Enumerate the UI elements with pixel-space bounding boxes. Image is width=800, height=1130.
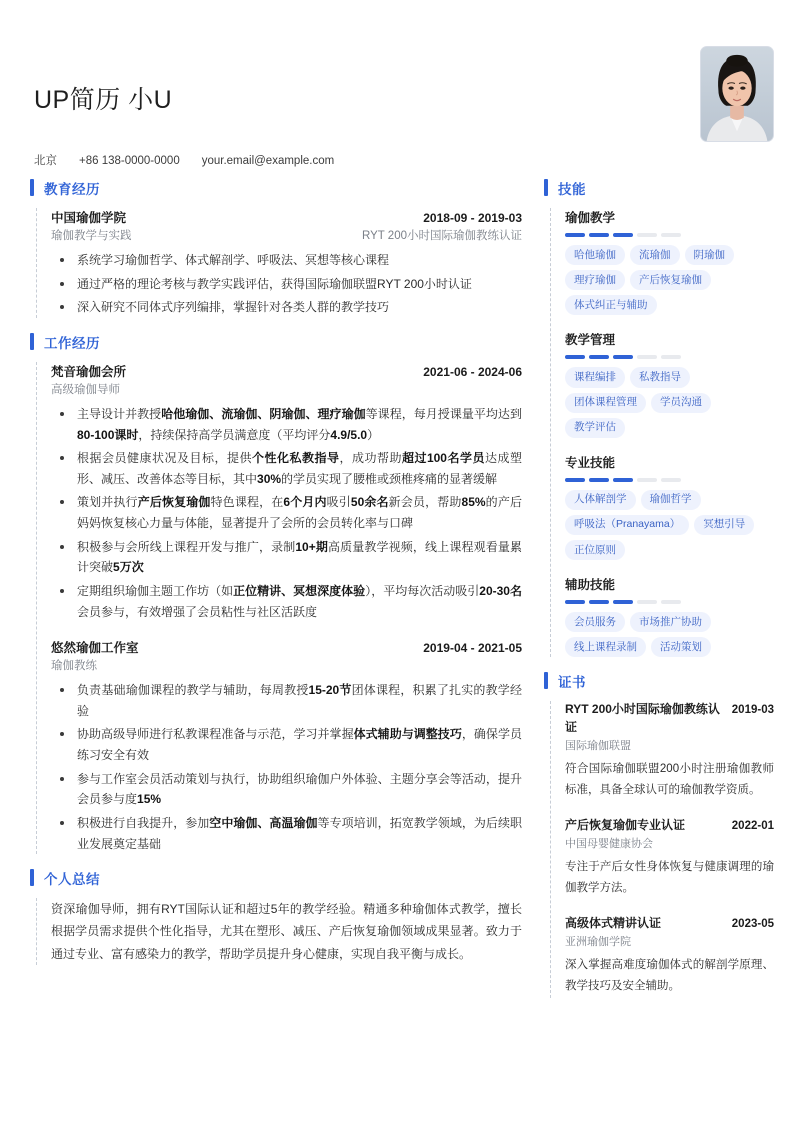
- bullet-item: 协助高级导师进行私教课程准备与示范，学习并掌握体式辅助与调整技巧，确保学员练习安全有效: [51, 724, 522, 765]
- skill-group: [565, 453, 774, 560]
- experience-entry: [51, 638, 522, 854]
- skill-level-dash: [637, 600, 657, 604]
- section-title: 工作经历: [44, 335, 100, 351]
- summary-body: [36, 898, 522, 965]
- certificate-issuer: 中国母婴健康协会: [565, 838, 653, 851]
- contact-phone: +86 138-0000-0000: [79, 155, 180, 167]
- skill-group-name: 教学管理: [565, 333, 616, 348]
- skill-level-meter: [565, 233, 774, 237]
- skill-tag: 瑜伽哲学: [641, 490, 701, 510]
- skill-level-dash: [613, 355, 633, 359]
- certificate-item: [565, 701, 774, 801]
- entry-bullet-list: [51, 250, 522, 318]
- entry-subtitle-row: [51, 381, 522, 397]
- skill-level-dash: [661, 600, 681, 604]
- bullet-item: 负责基础瑜伽课程的教学与辅助，每周教授15-20节团体课程，积累了扎实的教学经验: [51, 680, 522, 721]
- section-certificates: [544, 671, 774, 997]
- certificate-issuer: 亚洲瑜伽学院: [565, 936, 631, 948]
- skill-tag: 产后恢复瑜伽: [630, 270, 711, 290]
- skill-level-dash: [565, 478, 585, 482]
- skill-tag: 体式纠正与辅助: [565, 295, 657, 315]
- skill-level-dash: [637, 355, 657, 359]
- section-work: [30, 332, 522, 854]
- entry-title-row: [51, 362, 522, 380]
- certificate-date: 2022-01: [731, 819, 774, 832]
- entry-subtitle-row: [51, 227, 522, 243]
- skill-group: [565, 208, 774, 315]
- skill-level-meter: [565, 478, 774, 482]
- certificate-date: 2019-03: [731, 704, 774, 717]
- contact-location: 北京: [34, 155, 57, 167]
- entry-credential: RYT 200小时国际瑜伽教练认证: [362, 230, 522, 242]
- section-title: 证书: [558, 675, 586, 691]
- bullet-item: 根据会员健康状况及目标，提供个性化私教指导，成功帮助超过100名学员达成塑形、减压、改善体态等目标，其中30%的学员实现了腰椎或颈椎疼痛的显著缓解: [51, 448, 522, 489]
- skill-level-dash: [565, 600, 585, 604]
- bullet-item: 定期组织瑜伽主题工作坊（如正位精讲、冥想深度体验），平均每次活动吸引20-30名会员参与，有效增强了会员粘性与社区活跃度: [51, 581, 522, 622]
- skill-group-name: 瑜伽教学: [565, 211, 616, 225]
- certificate-item: [565, 915, 774, 998]
- section-title: 技能: [558, 182, 586, 197]
- skill-tag: 市场推广协助: [630, 612, 711, 632]
- certificate-title-row: [565, 817, 774, 834]
- skill-level-meter: [565, 600, 774, 604]
- left-column: [30, 178, 522, 979]
- certificate-item: [565, 817, 774, 900]
- contact-email: your.email@example.com: [201, 155, 335, 167]
- certificate-issuer: 国际瑜伽联盟: [565, 740, 631, 753]
- certificate-name: RYT 200小时国际瑜伽教练认证: [565, 702, 720, 734]
- skill-tag: 课程编排: [565, 367, 625, 387]
- skill-tag: 阴瑜伽: [685, 245, 735, 265]
- skill-level-dash: [661, 478, 681, 482]
- education-header: [30, 178, 522, 198]
- skill-level-dash: [661, 355, 681, 359]
- certificates-header: [544, 671, 774, 691]
- work-body: [36, 362, 522, 854]
- skill-group-name: 专业技能: [565, 455, 616, 470]
- entry-date: 2019-04 - 2021-05: [423, 641, 522, 656]
- skill-tag-list: [565, 612, 774, 657]
- section-title: 个人总结: [44, 872, 100, 888]
- section-title: 教育经历: [44, 182, 100, 197]
- bullet-item: 积极进行自我提升，参加空中瑜伽、高温瑜伽等专项培训，拓宽教学领域，为后续职业发展奠定基础: [51, 813, 522, 854]
- entry-organization: 梵音瑜伽会所: [51, 364, 127, 379]
- entry-organization: 悠然瑜伽工作室: [51, 641, 139, 656]
- bullet-item: 深入研究不同体式序列编排，掌握针对各类人群的教学技巧: [51, 297, 522, 318]
- entry-title-row: [51, 208, 522, 226]
- certificate-name: 高级体式精讲认证: [565, 915, 662, 930]
- skill-tag-list: [565, 490, 774, 560]
- bullet-item: 参与工作室会员活动策划与执行，协助组织瑜伽户外体验、主题分享会等活动，提升会员参与度15%: [51, 769, 522, 810]
- skill-level-dash: [613, 600, 633, 604]
- experience-entry: [51, 362, 522, 622]
- skill-tag: 线上课程录制: [565, 637, 646, 657]
- skill-level-dash: [613, 233, 633, 237]
- skill-tag: 哈他瑜伽: [565, 245, 625, 265]
- experience-entry: [51, 208, 522, 318]
- skill-tag-list: [565, 367, 774, 437]
- skill-tag: 流瑜伽: [630, 245, 680, 265]
- skill-level-meter: [565, 355, 774, 359]
- skill-tag: 学员沟通: [651, 393, 711, 413]
- skill-level-dash: [613, 478, 633, 482]
- certificate-title-row: [565, 915, 774, 932]
- contact-line: [34, 152, 334, 168]
- skill-tag: 正位原则: [565, 540, 625, 560]
- summary-text: 资深瑜伽导师，拥有RYT国际认证和超过5年的教学经验。精通多种瑜伽体式教学，擅长根据学员需求提供个性化指导，尤其在塑形、减压、产后恢复瑜伽领域成果显著。致力于通过专业、富有感染力的教学，帮助学员提升身心健康，实现自我平衡与成长。: [51, 902, 522, 961]
- entry-organization: 中国瑜伽学院: [51, 211, 127, 225]
- skill-tag: 冥想引导: [694, 515, 754, 535]
- skill-level-dash: [637, 233, 657, 237]
- skill-tag: 私教指导: [630, 367, 690, 387]
- skill-level-dash: [565, 355, 585, 359]
- skills-body: [550, 208, 774, 657]
- work-header: [30, 332, 522, 352]
- skill-level-dash: [589, 478, 609, 482]
- entry-date: 2021-06 - 2024-06: [423, 364, 522, 379]
- skill-tag: 呼吸法（Pranayama）: [565, 515, 689, 535]
- certificate-description: 深入掌握高难度瑜伽体式的解剖学原理、教学技巧及安全辅助。: [565, 959, 774, 993]
- certificate-title-row: [565, 701, 774, 736]
- entry-date: 2018-09 - 2019-03: [423, 211, 522, 225]
- skill-tag: 理疗瑜伽: [565, 270, 625, 290]
- right-column: [544, 178, 774, 1012]
- entry-role: 瑜伽教学与实践: [51, 230, 132, 242]
- skill-tag: 教学评估: [565, 418, 625, 438]
- skill-tag: 活动策划: [651, 637, 711, 657]
- skill-level-dash: [589, 600, 609, 604]
- certificates-body: [550, 701, 774, 997]
- entry-bullet-list: [51, 404, 522, 622]
- skill-group: [565, 575, 774, 657]
- avatar: [700, 46, 774, 142]
- bullet-item: 策划并执行产后恢复瑜伽特色课程，在6个月内吸引50余名新会员，帮助85%的产后妈妈恢复核心力量与体能，显著提升了会所的会员转化率与口碑: [51, 492, 522, 533]
- skill-tag: 会员服务: [565, 612, 625, 632]
- skill-group: [565, 330, 774, 437]
- skill-tag: 人体解剖学: [565, 490, 636, 510]
- certificate-date: 2023-05: [731, 917, 774, 930]
- skill-group-name: 辅助技能: [565, 578, 616, 593]
- education-body: [36, 208, 522, 318]
- entry-subtitle-row: [51, 657, 522, 673]
- bullet-item: 系统学习瑜伽哲学、体式解剖学、呼吸法、冥想等核心课程: [51, 250, 522, 271]
- summary-header: [30, 868, 522, 888]
- skill-tag: 团体课程管理: [565, 393, 646, 413]
- skill-level-dash: [589, 233, 609, 237]
- certificate-name: 产后恢复瑜伽专业认证: [565, 817, 686, 832]
- skills-header: [544, 178, 774, 198]
- skill-level-dash: [637, 478, 657, 482]
- entry-role: 高级瑜伽导师: [51, 383, 120, 396]
- entry-title-row: [51, 638, 522, 656]
- bullet-item: 通过严格的理论考核与教学实践评估，获得国际瑜伽联盟RYT 200小时认证: [51, 274, 522, 295]
- section-skills: [544, 178, 774, 657]
- entry-role: 瑜伽教练: [51, 660, 97, 673]
- resume-columns: [0, 178, 800, 1012]
- skill-level-dash: [589, 355, 609, 359]
- skill-tag-list: [565, 245, 774, 315]
- avatar-portrait-icon: [701, 47, 773, 141]
- entry-bullet-list: [51, 680, 522, 854]
- bullet-item: 主导设计并教授哈他瑜伽、流瑜伽、阴瑜伽、理疗瑜伽等课程，每月授课量平均达到80-100课时，持续保持高学员满意度（平均评分4.9/5.0）: [51, 404, 522, 445]
- page-title: UP简历 小U: [34, 86, 173, 114]
- section-education: [30, 178, 522, 318]
- skill-level-dash: [661, 233, 681, 237]
- bullet-item: 积极参与会所线上课程开发与推广，录制10+期高质量教学视频，线上课程观看量累计突破5万次: [51, 537, 522, 578]
- section-summary: [30, 868, 522, 965]
- skill-level-dash: [565, 233, 585, 237]
- certificate-description: 专注于产后女性身体恢复与健康调理的瑜伽教学方法。: [565, 861, 774, 895]
- resume-header: [0, 0, 800, 178]
- certificate-description: 符合国际瑜伽联盟200小时注册瑜伽教师标准，具备全球认可的瑜伽教学资质。: [565, 763, 774, 797]
